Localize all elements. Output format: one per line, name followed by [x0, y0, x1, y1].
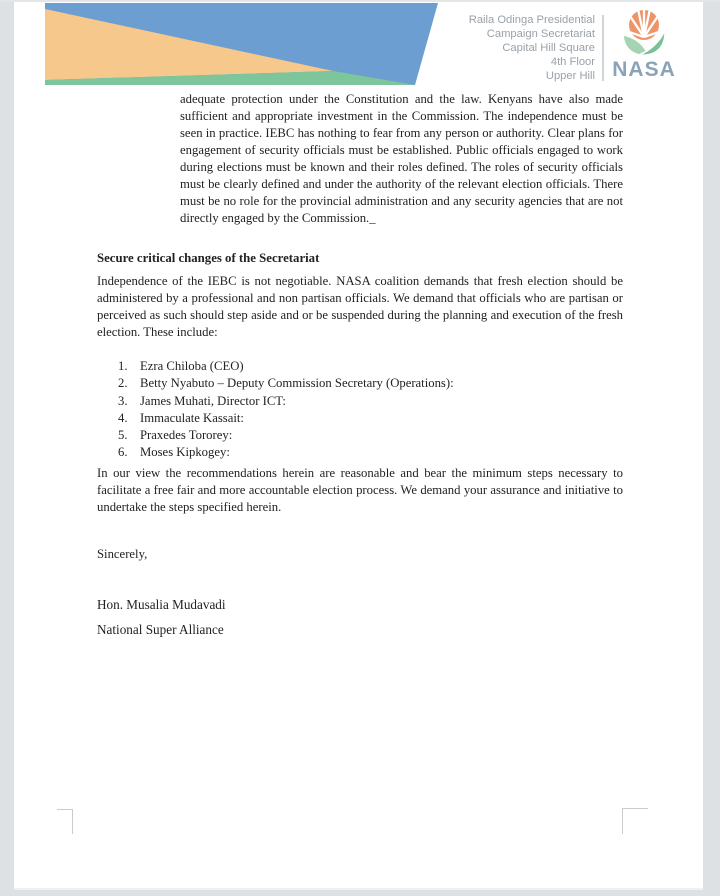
nasa-logo-wordmark: NASA [612, 58, 676, 81]
list-item [97, 444, 623, 461]
list-item-number: 2. [118, 376, 128, 391]
paragraph-recommendations: In our view the recommendations herein are reasonable and bear the minimum steps necessary to facilitate a free fair and more accountable election process. We demand your assurance and initiative to undertake the steps specified herein. [97, 465, 623, 514]
list-item-number: 3. [118, 393, 128, 408]
list-item-text: Moses Kipkogey: [140, 445, 230, 460]
header-address [469, 13, 595, 83]
list-item-text: Praxedes Tororey: [140, 428, 233, 443]
list-item-number: 1. [118, 359, 128, 373]
list-item-number: 4. [118, 410, 128, 425]
closing-salutation: Sincerely, [97, 546, 148, 561]
list-item-text: Immaculate Kassait: [140, 410, 244, 425]
paragraph-continuation: adequate protection under the Constitution and the law. Kenyans have also made sufficient and appropriate investment in the Commission. The independence must be seen in practice. IEBC has nothing to fear from any person or authority. Clear plans for engagement of security officials must be established. Public officials engaged to work during elections must be known and their roles defined. The roles of security officials must be clearly defined and under the authority of the relevant election officials. There must be no role for the provincial administration and any security agencies that are not directly engaged by the Commission._ [180, 92, 623, 225]
list-item [97, 410, 623, 427]
header-address-line: Upper Hill [545, 70, 595, 82]
list-item [97, 375, 623, 392]
document-page [14, 0, 703, 890]
header-address-line: Campaign Secretariat [486, 28, 595, 40]
list-item-text: Ezra Chiloba (CEO) [140, 359, 244, 373]
header-divider-line [602, 15, 604, 81]
list-item [97, 393, 623, 410]
next-page-crop-mark-left [57, 809, 73, 834]
officials-numbered-list [97, 358, 623, 462]
signature-organization: National Super Alliance [97, 621, 224, 637]
list-item [97, 358, 623, 375]
list-item-text: Betty Nyabuto – Deputy Commission Secretary (Operations): [140, 376, 454, 391]
header-address-line: 4th Floor [550, 56, 595, 68]
header-address-line: Raila Odinga Presidential [468, 14, 595, 26]
signature-name: Hon. Musalia Mudavadi [97, 596, 226, 612]
list-item-text: James Muhati, Director ICT: [140, 393, 286, 408]
list-item-number: 5. [118, 428, 128, 443]
window-top-edge [0, 0, 720, 2]
next-page-crop-mark-right [622, 808, 648, 834]
list-item-number: 6. [118, 445, 128, 460]
nasa-sun-leaves-icon [622, 9, 666, 57]
nasa-logo [611, 9, 677, 82]
letter-body [97, 91, 623, 638]
header-banner-graphic [45, 3, 438, 85]
banner-shapes-svg [45, 3, 438, 85]
header-address-line: Capital Hill Square [502, 42, 595, 54]
list-item [97, 427, 623, 444]
section-heading: Secure critical changes of the Secretariat [97, 251, 320, 265]
paragraph-independence: Independence of the IEBC is not negotiable. NASA coalition demands that fresh election should be administered by a professional and non partisan officials. We demand that officials who are partisan or perceived as such should step aside and or be suspended during the planning and execution of the fresh election. These include: [97, 274, 623, 339]
